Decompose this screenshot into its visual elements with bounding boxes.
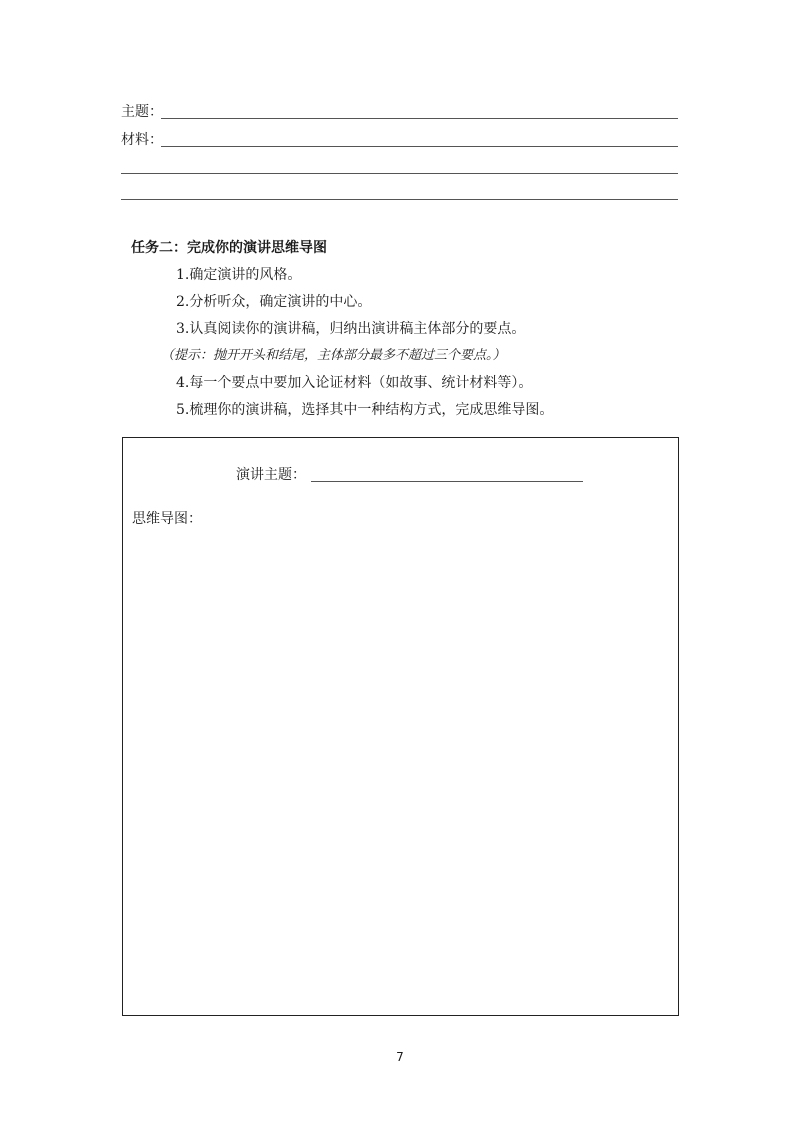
mindmap-box[interactable] bbox=[122, 437, 679, 1016]
mindmap-label: 思维导图： bbox=[132, 511, 202, 527]
task2-step-4: 4.每一个要点中要加入论证材料（如故事、统计材料等）。 bbox=[176, 375, 533, 391]
speech-topic-answer-line[interactable] bbox=[311, 481, 583, 482]
task2-step-1: 1.确定演讲的风格。 bbox=[176, 267, 302, 283]
material-label: 材料： bbox=[121, 132, 163, 148]
task2-title: 任务二：完成你的演讲思维导图 bbox=[131, 240, 327, 256]
task2-step-5: 5.梳理你的演讲稿，选择其中一种结构方式，完成思维导图。 bbox=[176, 402, 554, 418]
topic-answer-line[interactable] bbox=[161, 118, 678, 119]
task2-step-2: 2.分析听众，确定演讲的中心。 bbox=[176, 294, 372, 310]
material-answer-line-2[interactable] bbox=[121, 173, 678, 174]
task2-step-3: 3.认真阅读你的演讲稿，归纳出演讲稿主体部分的要点。 bbox=[176, 321, 526, 337]
material-answer-line-3[interactable] bbox=[121, 199, 678, 200]
topic-label: 主题： bbox=[121, 104, 163, 120]
speech-topic-label: 演讲主题： bbox=[236, 467, 306, 483]
page-number: 7 bbox=[396, 1050, 404, 1064]
material-answer-line-1[interactable] bbox=[161, 146, 678, 147]
task2-hint: （提示：抛开开头和结尾，主体部分最多不超过三个要点。） bbox=[161, 348, 506, 363]
